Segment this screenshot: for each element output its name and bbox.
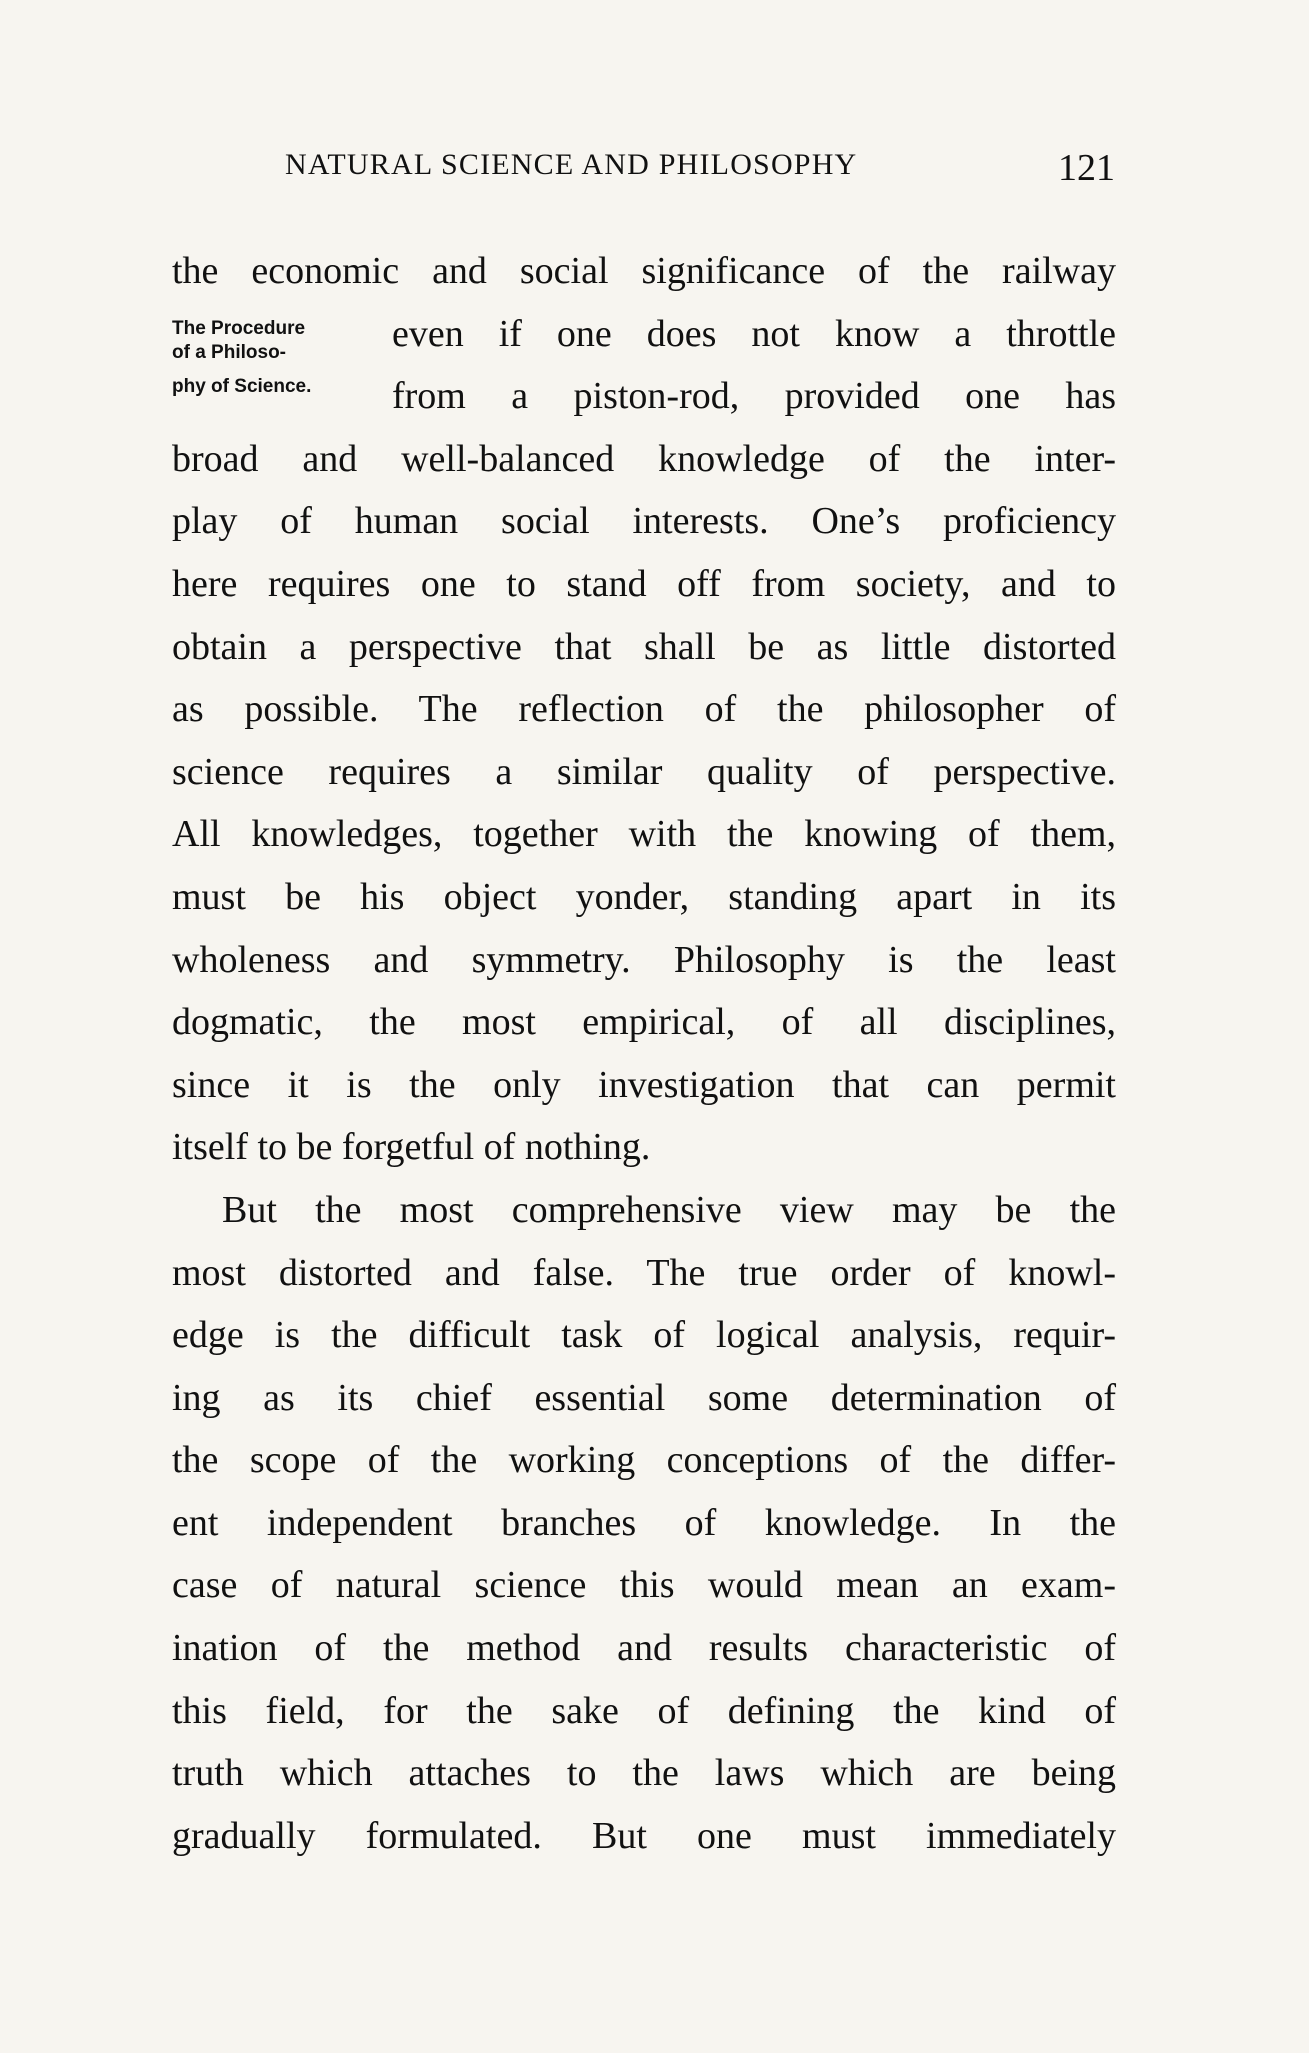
- text-line: dogmatic, the most empirical, of all disciplines,: [172, 1001, 1116, 1044]
- text-line: case of natural science this would mean an exam-: [172, 1564, 1116, 1607]
- text-line: But the most comprehensive view may be the: [222, 1188, 1116, 1231]
- text-line: must be his object yonder, standing apart in its: [172, 875, 1116, 918]
- text-line: ing as its chief essential some determination of: [172, 1376, 1116, 1419]
- text-line: as possible. The reflection of the philosopher of: [172, 688, 1116, 731]
- text-line: gradually formulated. But one must immediately: [172, 1814, 1116, 1857]
- text-line: most distorted and false. The true order of knowl-: [172, 1251, 1116, 1294]
- page-header: [285, 148, 1115, 188]
- body-text: [172, 240, 1116, 1867]
- text-line: the economic and social significance of the railway: [172, 250, 1116, 292]
- text-line: obtain a perspective that shall be as little distorted: [172, 625, 1116, 668]
- running-head: NATURAL SCIENCE AND PHILOSOPHY: [285, 148, 858, 181]
- text-line: even if one does not know a throttle: [392, 312, 1116, 355]
- text-line: this field, for the sake of defining the kind of: [172, 1689, 1116, 1732]
- page-number: 121: [1058, 147, 1115, 189]
- sidenote-line: of a Philoso-: [172, 342, 286, 363]
- text-line: the scope of the working conceptions of the differ-: [172, 1439, 1116, 1482]
- text-line: ination of the method and results characteristic of: [172, 1627, 1116, 1670]
- text-line: from a piston-rod, provided one has: [392, 375, 1116, 418]
- text-line: here requires one to stand off from society, and to: [172, 562, 1116, 605]
- text-line: All knowledges, together with the knowing of them,: [172, 813, 1116, 856]
- text-line: since it is the only investigation that can permit: [172, 1063, 1116, 1106]
- text-line: wholeness and symmetry. Philosophy is the least: [172, 938, 1116, 981]
- text-line: truth which attaches to the laws which are being: [172, 1752, 1116, 1795]
- sidenote-line: The Procedure: [172, 318, 306, 339]
- text-line: edge is the difficult task of logical analysis, requir-: [172, 1314, 1116, 1357]
- text-line: broad and well-balanced knowledge of the inter-: [172, 437, 1116, 480]
- sidenote-line: phy of Science.: [172, 376, 312, 397]
- text-line: play of human social interests. One’s proficiency: [172, 500, 1116, 543]
- text-line: itself to be forgetful of nothing.: [172, 1126, 651, 1169]
- text-line: ent independent branches of knowledge. In the: [172, 1501, 1116, 1544]
- text-line: science requires a similar quality of perspective.: [172, 750, 1116, 793]
